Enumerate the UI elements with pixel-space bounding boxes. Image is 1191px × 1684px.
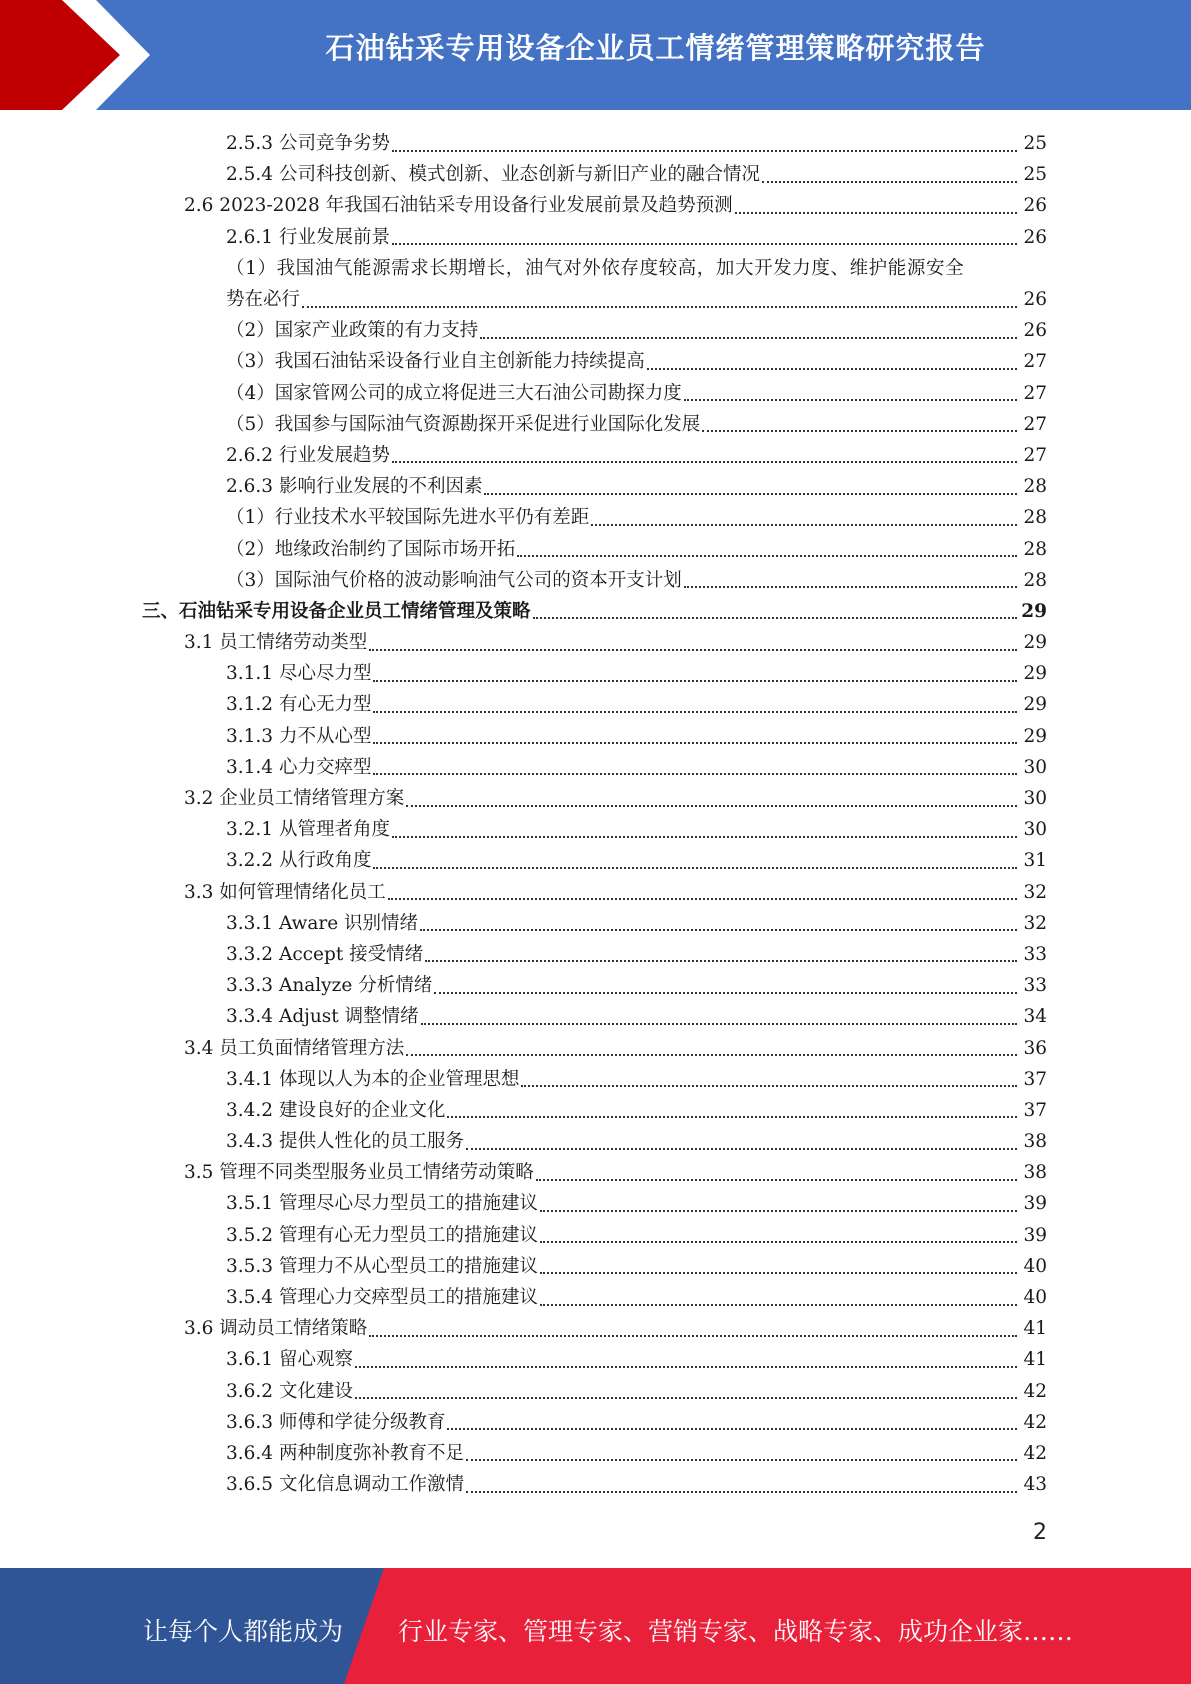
toc-entry[interactable]: [0, 596, 1191, 627]
toc-dot-leader: [392, 832, 1017, 838]
toc-dot-leader: [369, 645, 1017, 651]
toc-entry-label: 3.6.4 两种制度弥补教育不足: [226, 1442, 464, 1464]
toc-entry[interactable]: [0, 721, 1191, 752]
toc-entry-label: （3）国际油气价格的波动影响油气公司的资本开支计划: [226, 569, 682, 591]
toc-entry-label: （5）我国参与国际油气资源勘探开采促进行业国际化发展: [226, 413, 701, 435]
toc-dot-leader: [540, 1268, 1017, 1274]
toc-dot-leader: [373, 738, 1017, 744]
toc-entry-label: 2.5.3 公司竞争劣势: [226, 133, 390, 155]
toc-entry[interactable]: [0, 689, 1191, 720]
toc-entry-label: （3）我国石油钻采设备行业自主创新能力持续提高: [226, 351, 645, 373]
toc-entry-page: 29: [1023, 663, 1047, 685]
toc-entry-page: 39: [1023, 1193, 1047, 1215]
page-number: 2: [1033, 1520, 1047, 1545]
toc-entry[interactable]: [0, 1001, 1191, 1032]
toc-entry[interactable]: [0, 1438, 1191, 1469]
toc-dot-leader: [484, 489, 1017, 495]
toc-dot-leader: [392, 146, 1017, 152]
toc-entry-label: 2.6.2 行业发展趋势: [226, 444, 390, 466]
toc-dot-leader: [373, 676, 1017, 682]
report-title: 石油钻采专用设备企业员工情绪管理策略研究报告: [325, 31, 986, 65]
toc-dot-leader: [447, 1424, 1017, 1430]
toc-entry[interactable]: [0, 128, 1191, 159]
toc-entry-label: 3.1.3 力不从心型: [226, 725, 372, 747]
toc-entry-page: 26: [1023, 195, 1047, 217]
toc-entry-page: 39: [1023, 1224, 1047, 1246]
toc-entry[interactable]: [0, 627, 1191, 658]
toc-dot-leader: [369, 1331, 1017, 1337]
toc-entry-label: 势在必行: [226, 289, 301, 311]
toc-entry[interactable]: [0, 1469, 1191, 1500]
toc-entry-label: 3.2 企业员工情绪管理方案: [184, 788, 405, 810]
toc-entry-label: （2）地缘政治制约了国际市场开拓: [226, 538, 516, 560]
toc-entry-label: （1）我国油气能源需求长期增长，油气对外依存度较高，加大开发力度、维护能源安全: [226, 257, 965, 279]
toc-dot-leader: [517, 551, 1017, 557]
toc-entry[interactable]: [0, 845, 1191, 876]
toc-entry-label: 3.1.1 尽心尽力型: [226, 663, 372, 685]
toc-entry-label: 3.5.3 管理力不从心型员工的措施建议: [226, 1255, 538, 1277]
toc-entry-label: 三、石油钻采专用设备企业员工情绪管理及策略: [142, 600, 531, 622]
toc-entry-label: 3.6.5 文化信息调动工作激情: [226, 1474, 464, 1496]
toc-dot-leader: [447, 1112, 1017, 1118]
toc-entry-page: 34: [1023, 1006, 1047, 1028]
toc-entry-label: 2.6 2023-2028 年我国石油钻采专用设备行业发展前景及趋势预测: [184, 195, 733, 217]
toc-dot-leader: [762, 177, 1017, 183]
toc-entry-page: 41: [1023, 1318, 1047, 1340]
toc-entry-label: 2.5.4 公司科技创新、模式创新、业态创新与新旧产业的融合情况: [226, 164, 760, 186]
toc-entry-page: 40: [1023, 1287, 1047, 1309]
toc-entry-label: 3.6.2 文化建设: [226, 1380, 353, 1402]
toc-entry-page: 28: [1023, 507, 1047, 529]
toc-dot-leader: [355, 1362, 1017, 1368]
toc-entry-page: 40: [1023, 1255, 1047, 1277]
toc-entry-page: 38: [1023, 1131, 1047, 1153]
toc-entry-page: 27: [1023, 351, 1047, 373]
toc-dot-leader: [420, 925, 1017, 931]
toc-entry-label: 3.1.4 心力交瘁型: [226, 756, 372, 778]
toc-dot-leader: [684, 582, 1017, 588]
toc-dot-leader: [735, 208, 1017, 214]
toc-entry[interactable]: [0, 159, 1191, 190]
footer-slogan-left: 让每个人都能成为: [143, 1617, 344, 1646]
toc-entry[interactable]: [0, 409, 1191, 440]
toc-entry-page: 30: [1023, 819, 1047, 841]
toc-entry[interactable]: [0, 1407, 1191, 1438]
toc-entry-page: 33: [1023, 943, 1047, 965]
toc-entry-label: 3.2.1 从管理者角度: [226, 819, 390, 841]
toc-entry[interactable]: [0, 378, 1191, 409]
toc-dot-leader: [406, 1050, 1017, 1056]
toc-dot-leader: [684, 395, 1017, 401]
toc-entry-page: 27: [1023, 444, 1047, 466]
toc-entry[interactable]: [0, 1032, 1191, 1063]
toc-entry[interactable]: [0, 533, 1191, 564]
toc-entry[interactable]: [0, 1157, 1191, 1188]
toc-entry-label: 2.6.3 影响行业发展的不利因素: [226, 476, 483, 498]
toc-entry-page: 28: [1023, 569, 1047, 591]
header-banner: [0, 0, 1191, 110]
toc-dot-leader: [421, 1019, 1017, 1025]
toc-entry[interactable]: [0, 565, 1191, 596]
toc-entry-label: 3.4 员工负面情绪管理方法: [184, 1037, 405, 1059]
toc-entry[interactable]: [0, 1188, 1191, 1219]
toc-entry-page: 26: [1023, 320, 1047, 342]
toc-entry-label: 3.3.3 Analyze 分析情绪: [226, 975, 433, 997]
toc-dot-leader: [302, 302, 1017, 308]
toc-entry[interactable]: [0, 1282, 1191, 1313]
toc-entry-label: （1）行业技术水平较国际先进水平仍有差距: [226, 507, 590, 529]
toc-entry-label: 2.6.1 行业发展前景: [226, 226, 390, 248]
toc-entry-page: 42: [1023, 1411, 1047, 1433]
toc-dot-leader: [406, 801, 1017, 807]
toc-dot-leader: [466, 1144, 1017, 1150]
toc-entry-page: 29: [1023, 725, 1047, 747]
toc-entry-page: 25: [1023, 133, 1047, 155]
toc-entry-page: 37: [1023, 1068, 1047, 1090]
toc-entry[interactable]: [0, 1064, 1191, 1095]
toc-entry[interactable]: [0, 877, 1191, 908]
toc-entry-page: 27: [1023, 413, 1047, 435]
toc-dot-leader: [533, 613, 1017, 619]
toc-entry-page: 36: [1023, 1037, 1047, 1059]
toc-dot-leader: [373, 863, 1017, 869]
toc-entry-page: 37: [1023, 1099, 1047, 1121]
toc-entry-label: （4）国家管网公司的成立将促进三大石油公司勘探力度: [226, 382, 682, 404]
toc-entry-page: 42: [1023, 1380, 1047, 1402]
header-arrow-decoration: [0, 0, 150, 110]
toc-entry-label: 3.3.2 Accept 接受情绪: [226, 943, 424, 965]
toc-entry[interactable]: [0, 502, 1191, 533]
toc-entry-label: 3.6.3 师傅和学徒分级教育: [226, 1411, 446, 1433]
toc-entry[interactable]: [0, 1126, 1191, 1157]
toc-entry[interactable]: [0, 1344, 1191, 1375]
toc-entry-label: 3.5.4 管理心力交瘁型员工的措施建议: [226, 1287, 538, 1309]
footer-banner: [0, 1568, 1191, 1684]
toc-dot-leader: [466, 1487, 1017, 1493]
toc-dot-leader: [591, 520, 1017, 526]
toc-entry[interactable]: [0, 783, 1191, 814]
toc-entry-page: 29: [1023, 632, 1047, 654]
toc-entry[interactable]: [0, 190, 1191, 221]
toc-entry-page: 29: [1021, 600, 1047, 622]
toc-entry-label: 3.3.1 Aware 识别情绪: [226, 912, 419, 934]
toc-entry-label: 3.1.2 有心无力型: [226, 694, 372, 716]
toc-entry-label: 3.3 如何管理情绪化员工: [184, 881, 386, 903]
toc-entry[interactable]: [0, 1095, 1191, 1126]
toc-entry[interactable]: [0, 970, 1191, 1001]
toc-dot-leader: [392, 457, 1017, 463]
toc-dot-leader: [466, 1455, 1017, 1461]
toc-entry-page: 42: [1023, 1442, 1047, 1464]
toc-entry[interactable]: [0, 1313, 1191, 1344]
toc-entry[interactable]: [0, 1251, 1191, 1282]
toc-entry-label: 3.6.1 留心观察: [226, 1349, 353, 1371]
toc-entry-label: 3.1 员工情绪劳动类型: [184, 632, 368, 654]
toc-entry-page: 29: [1023, 694, 1047, 716]
toc-entry-label: 3.4.1 体现以人为本的企业管理思想: [226, 1068, 520, 1090]
toc-entry[interactable]: [0, 814, 1191, 845]
toc-entry-page: 28: [1023, 476, 1047, 498]
toc-entry-page: 30: [1023, 788, 1047, 810]
toc-dot-leader: [373, 707, 1017, 713]
toc-entry[interactable]: [0, 222, 1191, 253]
toc-dot-leader: [540, 1206, 1017, 1212]
toc-entry-page: 27: [1023, 382, 1047, 404]
toc-entry[interactable]: [0, 253, 1191, 284]
toc-entry-label: 3.5.2 管理有心无力型员工的措施建议: [226, 1224, 538, 1246]
toc-dot-leader: [355, 1393, 1017, 1399]
toc-entry-page: 30: [1023, 756, 1047, 778]
toc-entry-page: 31: [1023, 850, 1047, 872]
toc-dot-leader: [434, 988, 1017, 994]
toc-entry-label: 3.3.4 Adjust 调整情绪: [226, 1006, 419, 1028]
toc-entry[interactable]: [0, 440, 1191, 471]
toc-dot-leader: [373, 769, 1017, 775]
toc-entry[interactable]: [0, 315, 1191, 346]
toc-dot-leader: [702, 426, 1017, 432]
toc-entry-page: 43: [1023, 1474, 1047, 1496]
toc-entry[interactable]: [0, 658, 1191, 689]
toc-entry-label: 3.4.3 提供人性化的员工服务: [226, 1131, 464, 1153]
toc-dot-leader: [540, 1300, 1017, 1306]
toc-entry-label: 3.6 调动员工情绪策略: [184, 1318, 368, 1340]
toc-entry-page: 28: [1023, 538, 1047, 560]
toc-entry[interactable]: [0, 346, 1191, 377]
toc-entry-page: 26: [1023, 289, 1047, 311]
toc-entry-label: 3.2.2 从行政角度: [226, 850, 372, 872]
toc-entry-page: 25: [1023, 164, 1047, 186]
toc-entry-page: 32: [1023, 912, 1047, 934]
toc-entry[interactable]: [0, 471, 1191, 502]
toc-entry-page: 38: [1023, 1162, 1047, 1184]
toc-entry-page: 33: [1023, 975, 1047, 997]
toc-dot-leader: [647, 364, 1017, 370]
toc-entry-label: 3.5 管理不同类型服务业员工情绪劳动策略: [184, 1162, 534, 1184]
toc-entry-page: 41: [1023, 1349, 1047, 1371]
toc-dot-leader: [536, 1175, 1017, 1181]
toc-entry-page: 26: [1023, 226, 1047, 248]
toc-entry[interactable]: [0, 284, 1191, 315]
toc-entry[interactable]: [0, 752, 1191, 783]
footer-slogan-right: 行业专家、管理专家、营销专家、战略专家、成功企业家……: [398, 1617, 1074, 1646]
toc-dot-leader: [392, 239, 1017, 245]
toc-entry-label: （2）国家产业政策的有力支持: [226, 320, 479, 342]
toc-entry-label: 3.4.2 建设良好的企业文化: [226, 1099, 446, 1121]
toc-entry-page: 32: [1023, 881, 1047, 903]
toc-dot-leader: [388, 894, 1017, 900]
toc-dot-leader: [521, 1081, 1017, 1087]
toc-entry[interactable]: [0, 908, 1191, 939]
table-of-contents: [0, 128, 1191, 1500]
toc-entry[interactable]: [0, 1376, 1191, 1407]
toc-entry-label: 3.5.1 管理尽心尽力型员工的措施建议: [226, 1193, 538, 1215]
toc-entry[interactable]: [0, 1220, 1191, 1251]
toc-entry[interactable]: [0, 939, 1191, 970]
toc-dot-leader: [540, 1237, 1017, 1243]
toc-dot-leader: [425, 956, 1017, 962]
toc-dot-leader: [480, 333, 1017, 339]
